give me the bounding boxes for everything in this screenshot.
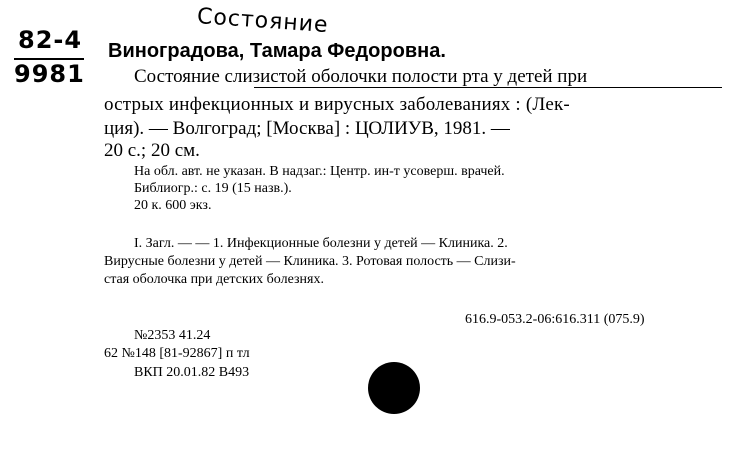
- udc-classification: 616.9-053.2-06:616.311 (075.9): [465, 312, 645, 327]
- handwritten-subject-heading: Состояние: [196, 4, 330, 39]
- note-line-3: 20 к. 600 экз.: [134, 198, 212, 213]
- handwritten-underline: [254, 87, 722, 88]
- note-line-1: На обл. авт. не указан. В надзаг.: Центр. ин-т усоверш. врачей.: [134, 164, 505, 179]
- subject-line-2: Вирусные болезни у детей — Клиника. 3. Ротовая полость — Слизи-: [104, 254, 516, 269]
- shelf-mark-bottom: 9981: [14, 60, 85, 88]
- card-punch-hole: [368, 362, 420, 414]
- note-line-2: Библиогр.: с. 19 (15 назв.).: [134, 181, 292, 196]
- bib-mark-line-3: ВКП 20.01.82 В493: [134, 365, 250, 380]
- subject-line-3: стая оболочка при детских болезнях.: [104, 272, 324, 287]
- author-heading: Виноградова, Тамара Федоровна.: [108, 40, 446, 62]
- shelf-mark-top: 82-4: [18, 26, 83, 54]
- bib-mark-line-2: 62 №148 [81-92867] п тл: [104, 346, 250, 361]
- title-line-3: ция). — Волгоград; [Москва] : ЦОЛИУВ, 1981. —: [104, 118, 510, 139]
- title-line-2: острых инфекционных и вирусных заболеваниях : (Лек-: [104, 94, 570, 115]
- bib-mark-line-1: №2353 41.24: [134, 328, 211, 343]
- title-line-1: Состояние слизистой оболочки полости рта у детей при: [134, 66, 588, 87]
- title-line-4: 20 с.; 20 см.: [104, 140, 200, 161]
- subject-line-1: I. Загл. — — 1. Инфекционные болезни у детей — Клиника. 2.: [134, 236, 508, 251]
